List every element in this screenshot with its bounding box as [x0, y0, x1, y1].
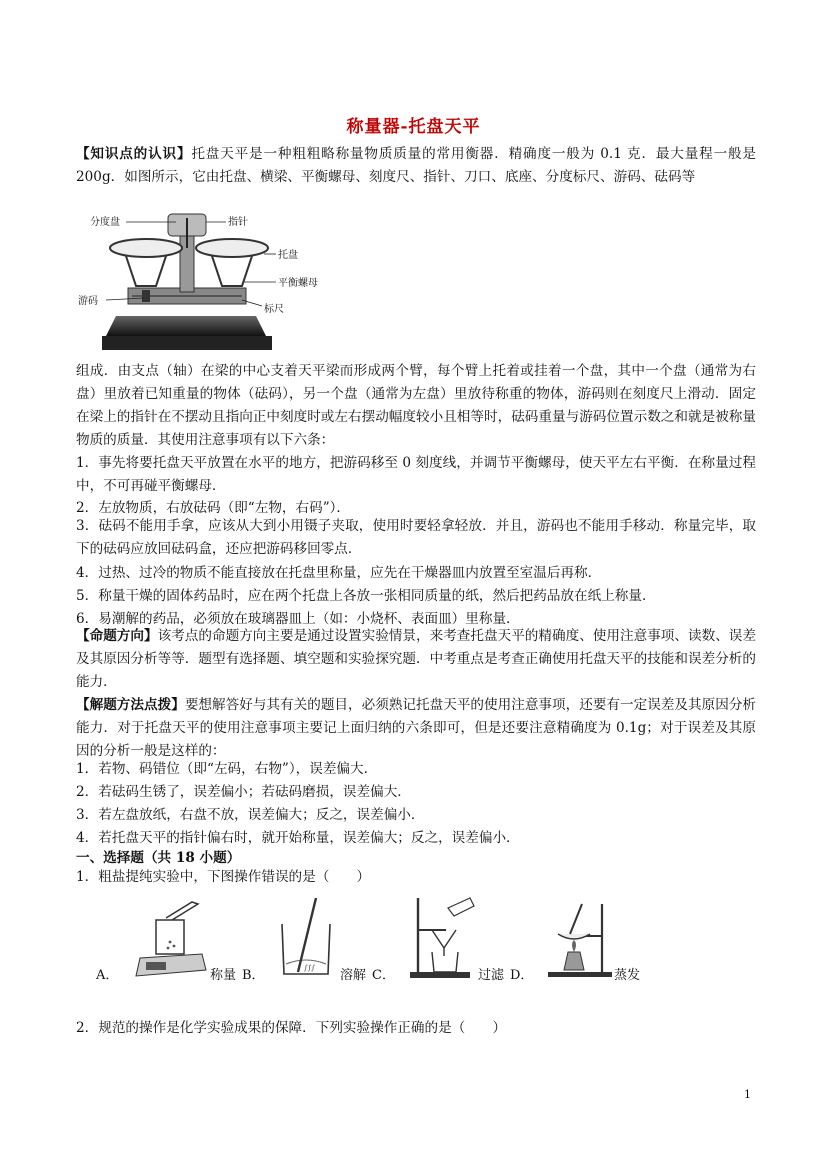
glass-rod-shape — [570, 904, 582, 934]
intro-label: 【知识点的认识】 — [76, 146, 192, 162]
label-balance-nut: 平衡螺母 — [278, 278, 318, 289]
label-ruler: 标尺 — [264, 304, 284, 315]
direction-paragraph — [76, 625, 756, 694]
section-heading: 一、选择题（共 18 小题） — [76, 850, 241, 866]
label-pointer: 指针 — [228, 217, 248, 228]
rule-6: 6．易潮解的药品，必须放在玻璃器皿上（如：小烧杯、表面皿）里称量． — [76, 611, 520, 627]
alcohol-lamp — [564, 952, 584, 970]
balance-figure — [76, 208, 318, 356]
evaporating-dish — [558, 934, 590, 939]
option-c-image — [406, 890, 478, 980]
left-pan — [110, 239, 182, 257]
stand-base — [410, 972, 470, 978]
direction-label: 【命题方向】 — [76, 628, 158, 644]
option-a-letter: A． — [96, 968, 119, 983]
method-text: 要想解答好与其有关的题目，必须熟记托盘天平的使用注意事项，还要有一定误差及其原因分析能力．对于托盘天平的使用注意事项主要记上面归纳的六条即可，但是还要注意精确度为 0.1g；对于误差及其原因的分析一般是这样的： — [76, 697, 757, 759]
label-rider: 游码 — [78, 296, 98, 307]
error-3: 3．若左盘放纸，右盘不放，误差偏大；反之，误差偏小． — [76, 807, 425, 823]
option-b-letter: B． — [242, 968, 265, 983]
error-4: 4．若托盘天平的指针偏右时，就开始称量，误差偏大；反之，误差偏小． — [76, 830, 520, 846]
intro-paragraph-2: 组成．由支点（轴）在梁的中心支着天平梁而形成两个臂，每个臂上托着或挂着一个盘，其中一个盘（通常为右盘）里放着已知重量的物体（砝码），另一个盘（通常为左盘）里放待称重的物体，游码则在刻度尺上滑动．固定在梁上的指针在不摆动且指向正中刻度时或左右摆动幅度较小且相等时，砝码重量与游码位置示数之和就是被称量物质的质量．其使用注意事项有以下六条： — [76, 363, 756, 448]
direction-text: 该考点的命题方向主要是通过设置实验情景，来考查托盘天平的精确度、使用注意事项、读数、误差及其原因分析等等．题型有选择题、填空题和实验探究题．中考重点是考查正确使用托盘天平的技能和误差分析的能力． — [76, 628, 757, 690]
option-d-letter: D． — [510, 968, 534, 983]
option-d-label: 蒸发 — [614, 968, 641, 983]
pouring-beaker — [448, 898, 474, 916]
intro-text-1: 托盘天平是一种粗粗略称量物质质量的常用衡器．精确度一般为 0.1 克．最大量程一般是 200g．如图所示，它由托盘、横梁、平衡螺母、刻度尺、指针、刀口、底座、分度标尺、游码、砝码等 — [76, 146, 757, 185]
error-2: 2．若砝码生锈了，误差偏小；若砝码磨损，误差偏大． — [76, 784, 411, 800]
option-d-image — [544, 900, 616, 980]
option-b-image — [276, 894, 336, 980]
base-foot — [102, 336, 272, 350]
rule-4: 4．过热、过冷的物质不能直接放在托盘里称量，应先在干燥器皿内放置至室温后再称． — [76, 565, 602, 581]
question-1-stem: 1．粗盐提纯实验中，下图操作错误的是（ ） — [76, 869, 371, 885]
question-2-stem: 2．规范的操作是化学实验成果的保障．下列实验操作正确的是（ ） — [76, 1020, 507, 1036]
option-b-label: 溶解 — [340, 968, 367, 983]
funnel-shape — [432, 930, 456, 948]
label-pan: 托盘 — [278, 250, 298, 261]
stand-base — [548, 972, 612, 977]
method-paragraph — [76, 694, 756, 763]
spoon-shape — [166, 902, 198, 920]
intro-paragraph — [76, 143, 756, 189]
right-pan — [196, 239, 268, 257]
page-title: 称量器-托盘天平 — [346, 117, 481, 137]
question-1-options — [96, 890, 696, 985]
method-label: 【解题方法点拨】 — [76, 697, 185, 713]
svg-text:∫∫∫: ∫∫∫ — [304, 964, 315, 972]
rule-2: 2．左放物质，右放砝码（即“左物，右码”）． — [76, 500, 351, 516]
right-pan-support — [212, 256, 252, 286]
option-c-letter: C． — [372, 968, 395, 983]
error-1: 1．若物、码错位（即“左码，右物”），误差偏大． — [76, 761, 378, 777]
left-pan-support — [126, 256, 166, 286]
rider-shape — [142, 290, 150, 302]
rule-3: 3．砝码不能用手拿，应该从大到小用镊子夹取，使用时要轻拿轻放．并且，游码也不能用手移动．称量完毕，取下的砝码应放回砝码盒，还应把游码移回零点． — [76, 518, 756, 557]
label-scale-plate: 分度盘 — [90, 217, 120, 228]
rule-5: 5．称量干燥的固体药品时，应在两个托盘上各放一张相同质量的纸，然后把药品放在纸上称量． — [76, 588, 656, 604]
page-number: 1 — [744, 1088, 751, 1101]
rule-1: 1．事先将要托盘天平放置在水平的地方，把游码移至 0 刻度线，并调节平衡螺母，使天平左右平衡．在称量过程中，不可再碰平衡螺母． — [76, 455, 756, 494]
option-c-label: 过滤 — [478, 968, 505, 983]
base-shape — [106, 316, 266, 336]
option-a-label: 称量 — [210, 968, 237, 983]
beaker-shape — [156, 920, 184, 954]
option-a-image — [132, 898, 210, 980]
beaker-shape — [432, 952, 458, 972]
